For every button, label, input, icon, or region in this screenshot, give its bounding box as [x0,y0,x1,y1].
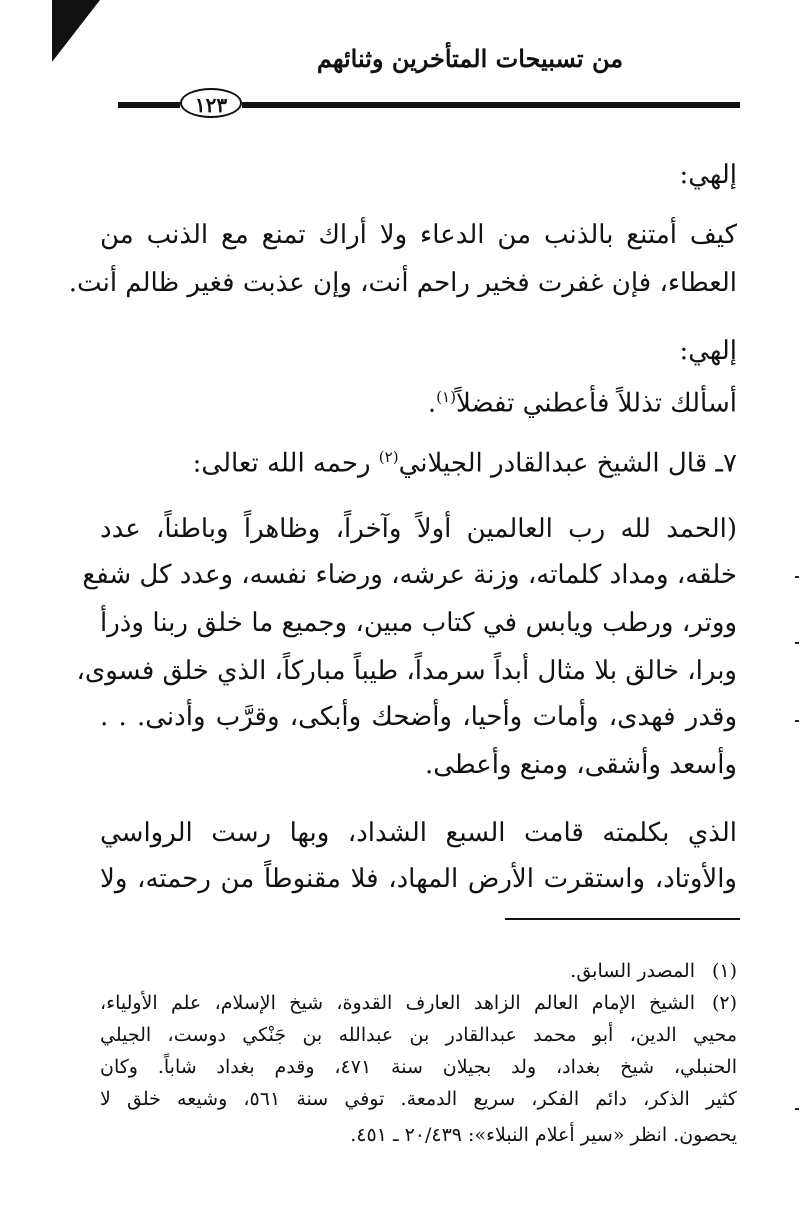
body-line: وبرا، خالق بلا مثال أبداً سرمداً، طيباً مباركاً، الذي خلق فسوى، [76,656,737,686]
scan-mark [795,720,799,722]
footnote-line: كثير الذكر، دائم الفكر، سريع الدمعة. توفي سنة ٥٦١، وشيعه خلق لا [100,1088,737,1110]
footnote-ref-1: (١) [436,388,456,406]
heading-ilahi-1: إلهي: [679,160,737,190]
rule-left [118,102,180,108]
line-end: رحمه الله تعالى: [192,448,371,479]
footnote-ref-2: (٢) [378,448,399,466]
body-line [428,388,737,419]
section-7-title [193,448,737,479]
footnote-line: الشيخ الإمام العالم الزاهد العارف القدوة، شيخ الإسلام، علم الأولياء، [100,992,695,1014]
footnote-line: الحنبلي، شيخ بغداد، ولد بجيلان سنة ٤٧١، وقدم بغداد شاباً. وكان [100,1056,737,1078]
footnote-number: (١) [711,960,737,982]
body-line: خلقه، ومداد كلماته، وزنة عرشه، ورضاء نفسه، وعدد كل شفع [82,560,737,590]
scan-mark [795,576,799,578]
line-text: ٧ـ قال الشيخ عبدالقادر الجيلاني [398,448,737,479]
line-text: أسألك تذللاً فأعطني تفضلاً [455,388,737,419]
footnote-number: (٢) [711,992,737,1014]
rule-right [242,102,740,108]
heading-ilahi-2: إلهي: [679,336,737,366]
line-end: . [427,388,437,419]
body-line: وقدر فهدى، وأمات وأحيا، وأضحك وأبكى، وقرَّب وأدنى. . . [100,702,737,732]
footnote-text: المصدر السابق. [570,960,695,982]
body-line: الذي بكلمته قامت السبع الشداد، وبها رست الرواسي [100,818,737,848]
footnote-line: محيي الدين، أبو محمد عبدالقادر بن عبدالله بن جَنْكي دوست، الجيلي [100,1024,737,1046]
footnote-separator [505,918,740,920]
body-line: كيف أمتنع بالذنب من الدعاء ولا أراك تمنع مع الذنب من [100,220,737,250]
page-number: ١٢٣ [180,88,242,118]
scan-mark [795,642,799,644]
body-line: والأوتاد، واستقرت الأرض المهاد، فلا مقنوطاً من رحمته، ولا [100,864,737,894]
body-line: (الحمد لله رب العالمين أولاً وآخراً، وظاهراً وباطناً، عدد [100,514,737,544]
footnote-line: يحصون. انظر «سير أعلام النبلاء»: ٢٠/٤٣٩ ـ ٤٥١. [350,1124,737,1146]
body-line: ووتر، ورطب ويابس في كتاب مبين، وجميع ما خلق ربنا وذرأ [100,608,737,638]
body-line: العطاء، فإن غفرت فخير راحم أنت، وإن عذبت فغير ظالم أنت. [68,268,737,298]
corner-triangle [52,0,100,62]
header-rule [118,88,740,122]
running-title: من تسبيحات المتأخرين وثنائهم [316,44,624,73]
scan-mark [795,1108,799,1110]
body-line: وأسعد وأشقى، ومنع وأعطى. [424,750,737,780]
